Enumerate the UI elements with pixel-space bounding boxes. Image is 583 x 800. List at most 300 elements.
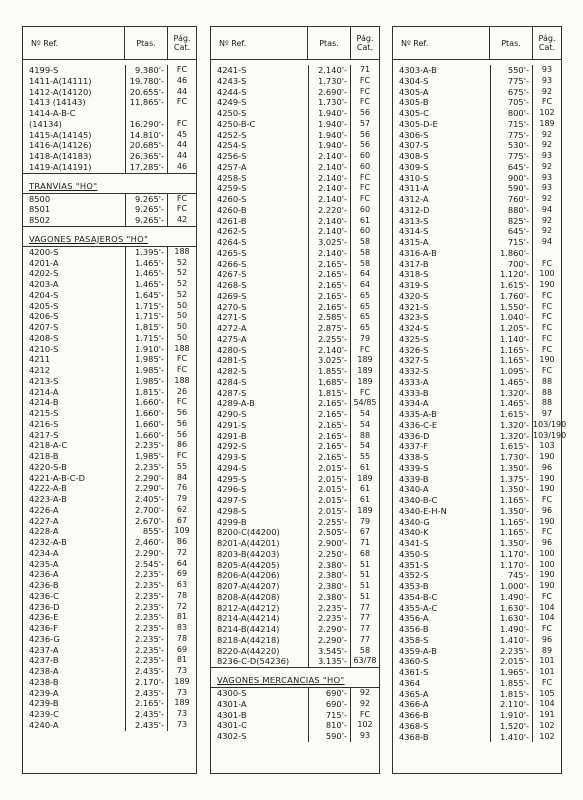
price: 1.140'- bbox=[490, 334, 532, 345]
table-row bbox=[211, 592, 379, 603]
ref-number: 4275-A bbox=[217, 333, 247, 344]
table-row bbox=[23, 130, 196, 141]
price: 2.165'- bbox=[308, 280, 350, 291]
ref-number: 4293-S bbox=[217, 452, 247, 462]
table-row bbox=[23, 526, 196, 537]
ref-number: 4305-D-E bbox=[399, 118, 438, 129]
catalog-page: FC bbox=[350, 345, 379, 356]
table-row bbox=[211, 140, 379, 151]
catalog-page: 73 bbox=[167, 709, 196, 720]
catalog-page: 189 bbox=[350, 377, 379, 388]
catalog-page: 93 bbox=[532, 65, 561, 76]
price: 2.015'- bbox=[308, 463, 350, 474]
catalog-page: 92 bbox=[532, 194, 561, 205]
header-ptas: Ptas. bbox=[124, 27, 167, 59]
table-row bbox=[211, 237, 379, 248]
ref-number: 4354-B-C bbox=[399, 591, 438, 602]
table-row bbox=[23, 451, 196, 462]
catalog-page: 54 bbox=[350, 441, 379, 452]
ref-number: 4353-B bbox=[399, 581, 429, 591]
catalog-page: 100 bbox=[532, 269, 561, 280]
catalog-page: FC bbox=[532, 592, 561, 603]
table-row bbox=[211, 312, 379, 323]
ref-number: 4236-A bbox=[29, 569, 59, 580]
ref-number: 4291-S bbox=[217, 419, 247, 430]
catalog-page: FC bbox=[167, 204, 196, 215]
ref-number: 4258-S bbox=[217, 172, 247, 183]
ref-number: 4298-S bbox=[217, 505, 247, 516]
ref-number: 4327-S bbox=[399, 355, 429, 366]
price: 2.235'- bbox=[308, 603, 350, 614]
ref-number: 4252-S bbox=[217, 129, 247, 140]
ref-number: 4320-S bbox=[399, 290, 429, 301]
ref-number: 4202-S bbox=[29, 268, 59, 279]
price: 2.505'- bbox=[308, 527, 350, 538]
catalog-page: 97 bbox=[532, 409, 561, 420]
ref-number: 4238-A bbox=[29, 666, 59, 676]
table-row bbox=[393, 108, 561, 119]
price: 2.235'- bbox=[125, 569, 167, 580]
catalog-page: 46 bbox=[167, 76, 196, 87]
catalog-page: FC bbox=[532, 323, 561, 334]
table-row bbox=[393, 259, 561, 270]
ref-number: 4228-A bbox=[29, 526, 59, 537]
catalog-page: 76 bbox=[167, 483, 196, 494]
table-row bbox=[393, 65, 561, 76]
table-row bbox=[23, 709, 196, 720]
ref-number: 4364 bbox=[399, 677, 421, 688]
catalog-page: 57 bbox=[350, 119, 379, 130]
ref-number: 4333-B bbox=[399, 387, 429, 398]
catalog-page: FC bbox=[532, 312, 561, 323]
price: 2.255'- bbox=[308, 334, 350, 345]
catalog-page: 54 bbox=[350, 420, 379, 431]
ref-number: 4308-S bbox=[399, 151, 429, 161]
catalog-page: 61 bbox=[350, 216, 379, 227]
price: 1.350'- bbox=[490, 506, 532, 517]
table-row bbox=[393, 495, 561, 506]
catalog-page bbox=[167, 108, 196, 119]
catalog-page: FC bbox=[532, 345, 561, 356]
catalog-page: 188 bbox=[167, 376, 196, 387]
price: 2.435'- bbox=[125, 709, 167, 720]
price: 2.140'- bbox=[308, 65, 350, 76]
price: 2.460'- bbox=[125, 537, 167, 548]
catalog-page: 77 bbox=[350, 603, 379, 614]
ref-number: 4270-S bbox=[217, 301, 247, 312]
catalog-page: 52 bbox=[167, 268, 196, 279]
column-body bbox=[393, 60, 567, 742]
price: 1.465'- bbox=[490, 377, 532, 388]
table-row bbox=[23, 408, 196, 419]
table-row bbox=[23, 247, 196, 258]
ref-number: 8203-B(44203) bbox=[217, 548, 280, 559]
price: 1.910'- bbox=[125, 344, 167, 355]
ref-number: 4259-S bbox=[217, 183, 247, 194]
ref-number: 4243-S bbox=[217, 75, 247, 86]
catalog-page: 102 bbox=[532, 732, 561, 743]
price: 2.235'- bbox=[125, 655, 167, 666]
ref-number: 4350-S bbox=[399, 548, 429, 559]
ref-number: 4203-A bbox=[29, 279, 59, 289]
catalog-page: 67 bbox=[350, 527, 379, 538]
price: 14.810'- bbox=[125, 130, 167, 141]
ref-number: 4309-S bbox=[399, 161, 429, 172]
table-row bbox=[211, 452, 379, 463]
table-row bbox=[393, 130, 561, 141]
ref-number: 4356-B bbox=[399, 624, 429, 634]
ref-number: 4236-C bbox=[29, 590, 59, 601]
price: 2.290'- bbox=[125, 548, 167, 559]
table-row bbox=[393, 334, 561, 345]
table-row bbox=[393, 538, 561, 549]
ref-number: 4206-S bbox=[29, 311, 59, 322]
price: 2.290'- bbox=[125, 483, 167, 494]
price: 3.135'- bbox=[308, 656, 350, 667]
catalog-page: 83 bbox=[167, 623, 196, 634]
ref-number: 8502 bbox=[29, 215, 51, 225]
ref-number: 4315-A bbox=[399, 237, 429, 247]
catalog-page: 58 bbox=[350, 237, 379, 248]
catalog-page: FC bbox=[167, 97, 196, 108]
price: 810'- bbox=[308, 720, 350, 731]
price: 1.660'- bbox=[125, 430, 167, 441]
ref-number: 4366-B bbox=[399, 710, 429, 720]
catalog-page: 189 bbox=[350, 474, 379, 485]
price: 1.550'- bbox=[490, 302, 532, 313]
ref-number: 8201-A(44201) bbox=[217, 538, 280, 548]
table-row bbox=[211, 474, 379, 485]
catalog-page: 189 bbox=[350, 366, 379, 377]
ref-number: 4294-S bbox=[217, 462, 247, 473]
table-row bbox=[23, 505, 196, 516]
catalog-page: 101 bbox=[532, 656, 561, 667]
ref-number: 4333-A bbox=[399, 376, 429, 387]
catalog-page: 88 bbox=[532, 377, 561, 388]
table-row bbox=[393, 248, 561, 259]
ref-number: 4303-A-B bbox=[399, 65, 437, 75]
table-row bbox=[393, 452, 561, 463]
price: 2.435'- bbox=[125, 666, 167, 677]
catalog-page: FC bbox=[532, 302, 561, 313]
ref-number: 4292-S bbox=[217, 441, 247, 452]
catalog-page: 71 bbox=[350, 538, 379, 549]
price: 9.265'- bbox=[125, 204, 167, 215]
price: 1.615'- bbox=[490, 441, 532, 452]
catalog-page: 58 bbox=[350, 259, 379, 270]
ref-number: 4306-S bbox=[399, 129, 429, 140]
catalog-page: 102 bbox=[350, 720, 379, 731]
price: 1.910'- bbox=[490, 710, 532, 721]
ref-number: 4316-A-B bbox=[399, 247, 437, 258]
catalog-page: FC bbox=[350, 194, 379, 205]
table-row bbox=[211, 624, 379, 635]
ref-number: 4355-A-C bbox=[399, 602, 438, 613]
ref-number: 4237-A bbox=[29, 644, 59, 655]
price: 1.615'- bbox=[490, 409, 532, 420]
ref-number: 4239-B bbox=[29, 698, 59, 709]
price: 2.380'- bbox=[308, 581, 350, 592]
table-row bbox=[211, 334, 379, 345]
price: 2.165'- bbox=[308, 441, 350, 452]
header-pag-cat: Pág. Cat. bbox=[532, 27, 561, 59]
catalog-page: 190 bbox=[532, 280, 561, 291]
price: 1.630'- bbox=[490, 613, 532, 624]
catalog-page: 65 bbox=[350, 302, 379, 313]
price: 530'- bbox=[490, 140, 532, 151]
table-row bbox=[393, 140, 561, 151]
table-row bbox=[211, 646, 379, 657]
table-row bbox=[211, 216, 379, 227]
catalog-page: 51 bbox=[350, 560, 379, 571]
price: 675'- bbox=[490, 87, 532, 98]
price: 1.815'- bbox=[490, 689, 532, 700]
table-row bbox=[393, 183, 561, 194]
catalog-page: 71 bbox=[350, 65, 379, 76]
price: 1.855'- bbox=[490, 678, 532, 689]
catalog-page: 52 bbox=[167, 258, 196, 269]
table-row bbox=[211, 280, 379, 291]
ref-number: 4366-A bbox=[399, 699, 429, 710]
catalog-page: 52 bbox=[167, 279, 196, 290]
price: 1.965'- bbox=[490, 667, 532, 678]
catalog-page: 58 bbox=[350, 646, 379, 657]
table-row bbox=[393, 280, 561, 291]
ref-number: 4317-B bbox=[399, 258, 429, 269]
catalog-page: 92 bbox=[532, 216, 561, 227]
table-row bbox=[211, 570, 379, 581]
ref-number: 4340-B-C bbox=[399, 495, 438, 505]
ref-number: 1411-A(14111) bbox=[29, 75, 92, 86]
price: 1.940'- bbox=[308, 108, 350, 119]
catalog-page: 104 bbox=[532, 699, 561, 710]
header-pag-cat: Pág. Cat. bbox=[167, 27, 196, 59]
price: 1.465'- bbox=[125, 279, 167, 290]
catalog-page: 44 bbox=[167, 140, 196, 151]
table-row bbox=[393, 710, 561, 721]
table-row bbox=[211, 720, 379, 731]
price: 880'- bbox=[490, 205, 532, 216]
table-row bbox=[23, 473, 196, 484]
price: 1.395'- bbox=[125, 247, 167, 258]
catalog-page: 100 bbox=[532, 549, 561, 560]
price: 1.715'- bbox=[125, 311, 167, 322]
table-row bbox=[211, 108, 379, 119]
table-row bbox=[23, 559, 196, 570]
ref-number: 4220-S-B bbox=[29, 461, 67, 472]
ref-number: 4262-S bbox=[217, 226, 247, 237]
table-row bbox=[211, 560, 379, 571]
catalog-page: 77 bbox=[350, 613, 379, 624]
price: 1.350'- bbox=[490, 463, 532, 474]
catalog-page: FC bbox=[532, 366, 561, 377]
ref-number: 4358-S bbox=[399, 634, 429, 645]
price: 590'- bbox=[490, 183, 532, 194]
catalog-page: 92 bbox=[532, 130, 561, 141]
price: 9.265'- bbox=[125, 215, 167, 226]
price: 11.865'- bbox=[125, 97, 167, 108]
table-row bbox=[211, 581, 379, 592]
catalog-page: 45 bbox=[167, 130, 196, 141]
ref-number: 4237-B bbox=[29, 655, 59, 666]
catalog-page: 104 bbox=[532, 603, 561, 614]
ref-number: 4312-D bbox=[399, 204, 430, 215]
catalog-page: 58 bbox=[350, 248, 379, 259]
price: 1.985'- bbox=[125, 376, 167, 387]
table-row bbox=[211, 183, 379, 194]
ref-number: 4239-A bbox=[29, 687, 59, 698]
price: 1.490'- bbox=[490, 592, 532, 603]
ref-number: 4214-B bbox=[29, 397, 59, 408]
price: 26.365'- bbox=[125, 151, 167, 162]
catalog-page: 54 bbox=[350, 409, 379, 420]
catalog-page: 81 bbox=[167, 612, 196, 623]
ref-number: 4254-S bbox=[217, 140, 247, 151]
ref-number: 4341-S bbox=[399, 538, 429, 548]
price: 1.410'- bbox=[490, 732, 532, 743]
price: 2.900'- bbox=[308, 538, 350, 549]
ref-number: 8212-A(44212) bbox=[217, 602, 280, 613]
catalog-page: 190 bbox=[532, 581, 561, 592]
price: 9.380'- bbox=[125, 65, 167, 76]
catalog-page: FC bbox=[167, 365, 196, 376]
price: 2.235'- bbox=[125, 462, 167, 473]
price: 2.220'- bbox=[308, 205, 350, 216]
catalog-page: 79 bbox=[350, 334, 379, 345]
ref-number: 8214-B(44214) bbox=[217, 624, 280, 634]
ref-number: 4208-S bbox=[29, 332, 59, 343]
table-row bbox=[23, 569, 196, 580]
catalog-page: 64 bbox=[167, 559, 196, 570]
ref-number: 4289-A-B bbox=[217, 398, 255, 409]
ref-number: 4296-S bbox=[217, 484, 247, 495]
ref-number: 4204-S bbox=[29, 289, 59, 300]
table-row bbox=[23, 430, 196, 441]
ref-number: 8208-A(44208) bbox=[217, 591, 280, 602]
catalog-page: 56 bbox=[167, 408, 196, 419]
table-row bbox=[211, 87, 379, 98]
catalog-page: 93 bbox=[532, 76, 561, 87]
price: 2.140'- bbox=[308, 194, 350, 205]
price: 1.465'- bbox=[490, 398, 532, 409]
price: 1.165'- bbox=[490, 517, 532, 528]
catalog-page: FC bbox=[167, 397, 196, 408]
table-row bbox=[393, 721, 561, 732]
ref-number: 4338-S bbox=[399, 452, 429, 462]
table-row bbox=[211, 366, 379, 377]
ref-number: 4241-S bbox=[217, 65, 247, 75]
price: 2.380'- bbox=[308, 560, 350, 571]
table-row bbox=[23, 87, 196, 98]
table-row bbox=[211, 355, 379, 366]
price: 2.165'- bbox=[308, 452, 350, 463]
price: 2.435'- bbox=[125, 720, 167, 731]
price: 1.940'- bbox=[308, 140, 350, 151]
catalog-page: 191 bbox=[532, 710, 561, 721]
ref-number: 1416-A(14126) bbox=[29, 140, 92, 151]
price: 1.985'- bbox=[125, 451, 167, 462]
catalog-page: 86 bbox=[167, 440, 196, 451]
ref-number: 4221-A-B-C-D bbox=[29, 472, 85, 483]
catalog-page: 103/190 bbox=[533, 419, 567, 429]
ref-number: 4297-S bbox=[217, 495, 247, 505]
price: 2.235'- bbox=[125, 623, 167, 634]
table-row bbox=[211, 463, 379, 474]
section-title-text: VAGONES MERCANCIAS "HO" bbox=[217, 675, 345, 685]
ref-number: 4332-S bbox=[399, 366, 429, 376]
catalog-page: 190 bbox=[532, 452, 561, 463]
ref-number: 4256-S bbox=[217, 151, 247, 161]
ref-number: 8500 bbox=[29, 193, 51, 204]
price: 1.645'- bbox=[125, 290, 167, 301]
ref-number: 4340-E-H-N bbox=[399, 505, 447, 516]
table-row bbox=[23, 548, 196, 559]
price: 1.520'- bbox=[490, 721, 532, 732]
column-body bbox=[211, 60, 379, 742]
table-row bbox=[393, 603, 561, 614]
table-row bbox=[393, 205, 561, 216]
price: 2.290'- bbox=[308, 635, 350, 646]
price: 3.025'- bbox=[308, 237, 350, 248]
price-column-1 bbox=[22, 26, 197, 774]
price: 1.205'- bbox=[490, 323, 532, 334]
ref-number: 4301-A bbox=[217, 698, 247, 709]
ref-number: 4244-S bbox=[217, 86, 247, 97]
price: 2.235'- bbox=[125, 440, 167, 451]
ref-number: 4217-S bbox=[29, 429, 59, 440]
price: 2.690'- bbox=[308, 87, 350, 98]
table-row bbox=[211, 269, 379, 280]
catalog-page: 61 bbox=[350, 495, 379, 506]
column-header bbox=[211, 27, 379, 60]
table-row bbox=[393, 581, 561, 592]
ref-number: 4300-S bbox=[217, 688, 247, 698]
table-row bbox=[211, 731, 379, 742]
ref-number: 4250-B-C bbox=[217, 118, 256, 129]
table-row bbox=[23, 580, 196, 591]
table-row bbox=[23, 301, 196, 312]
price: 2.140'- bbox=[308, 173, 350, 184]
table-row bbox=[23, 516, 196, 527]
table-row bbox=[211, 603, 379, 614]
table-row bbox=[23, 279, 196, 290]
table-row bbox=[211, 441, 379, 452]
table-row bbox=[23, 119, 196, 130]
catalog-page: 84 bbox=[167, 473, 196, 484]
table-row bbox=[23, 720, 196, 731]
catalog-page: 190 bbox=[532, 517, 561, 528]
catalog-page: FC bbox=[532, 527, 561, 538]
price: 2.545'- bbox=[125, 559, 167, 570]
table-row bbox=[393, 151, 561, 162]
price: 2.235'- bbox=[125, 612, 167, 623]
table-row bbox=[23, 322, 196, 333]
price: 1.040'- bbox=[490, 312, 532, 323]
catalog-page: 60 bbox=[350, 226, 379, 237]
table-row bbox=[23, 151, 196, 162]
ref-number: 1414-A-B-C bbox=[29, 108, 76, 118]
column-body bbox=[23, 60, 196, 731]
table-row bbox=[23, 365, 196, 376]
table-row bbox=[23, 387, 196, 398]
price: 2.140'- bbox=[308, 162, 350, 173]
column-header bbox=[393, 27, 561, 60]
ref-number: 4213-S bbox=[29, 375, 59, 386]
catalog-page: 65 bbox=[350, 291, 379, 302]
header-ptas: Ptas. bbox=[307, 27, 350, 59]
ref-number: 4325-S bbox=[399, 333, 429, 344]
table-row bbox=[211, 656, 379, 667]
